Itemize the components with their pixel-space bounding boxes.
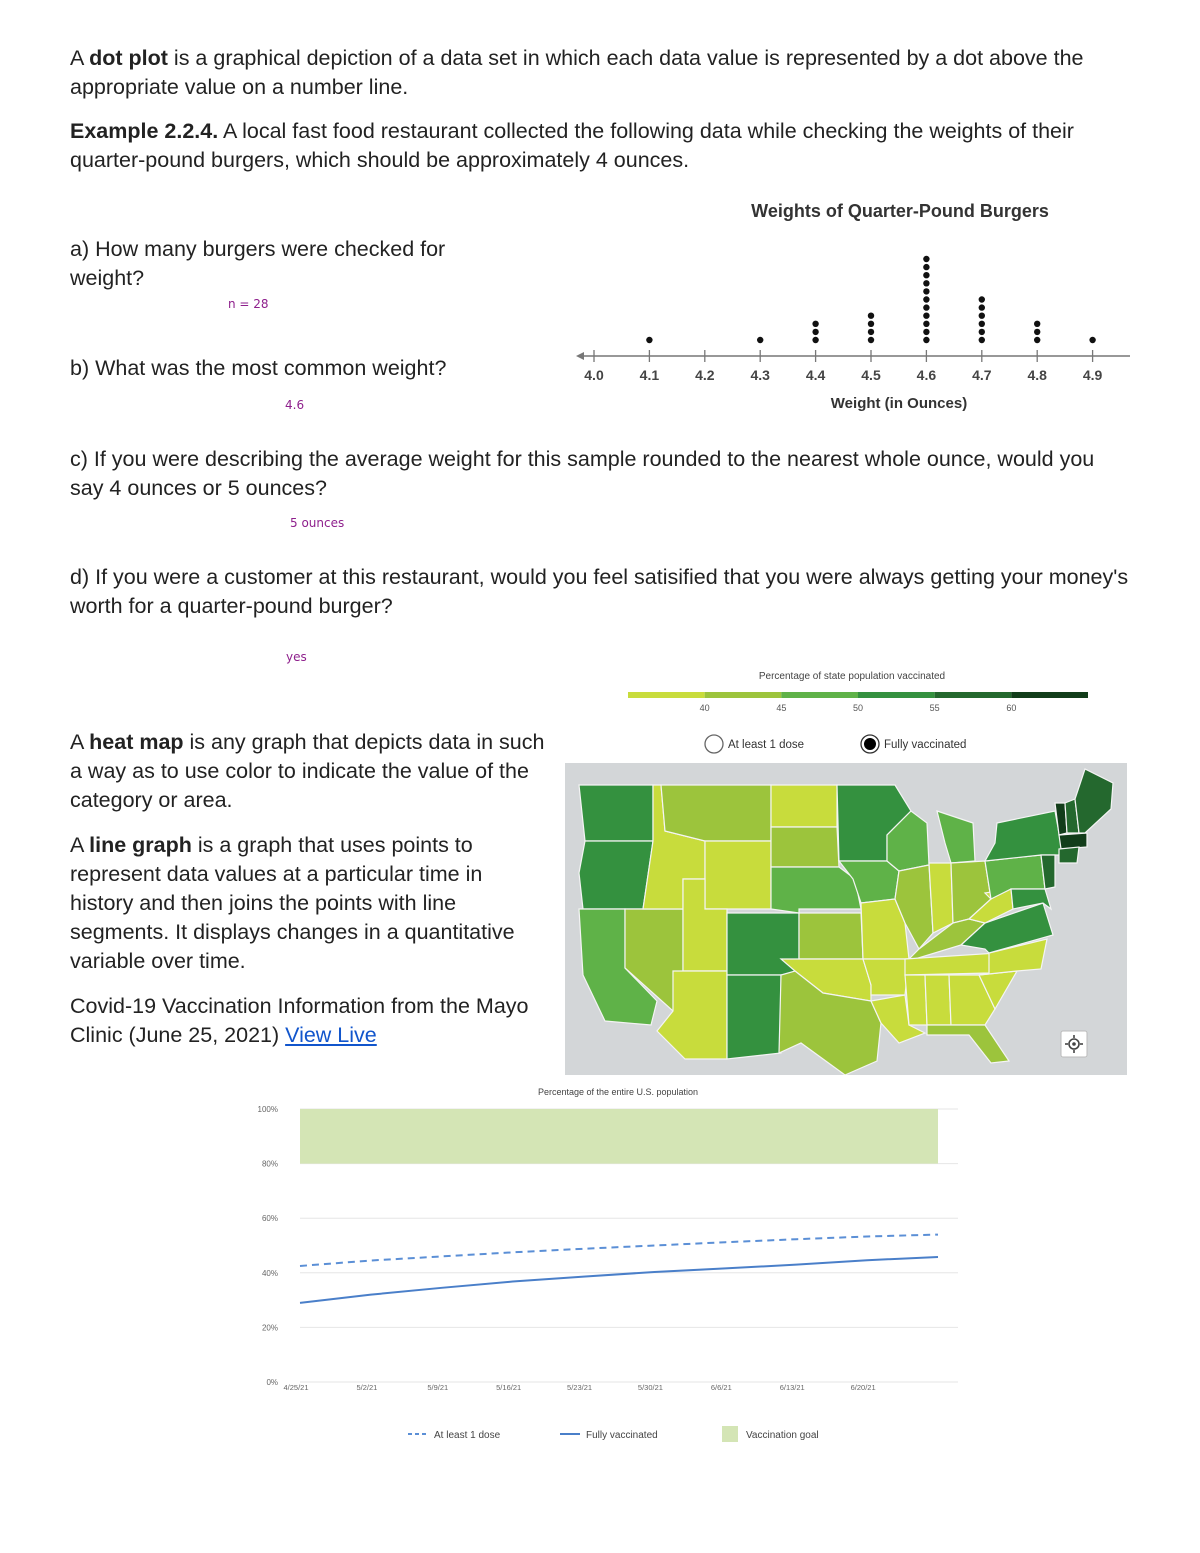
data-dot: [868, 329, 874, 335]
legend-label-dose: At least 1 dose: [728, 739, 805, 751]
data-dot: [923, 264, 929, 270]
scale-swatch: [705, 692, 782, 698]
state-ma: [1059, 833, 1087, 849]
legend-dose: At least 1 dose: [434, 1430, 501, 1441]
state-nd: [771, 785, 837, 827]
scale-swatch: [781, 692, 858, 698]
heat-map-term: heat map: [89, 730, 184, 754]
example-paragraph: Example 2.2.4. A local fast food restaurant collected the following data while checking the weights of their quarter-pound burgers, which should be approximately 4 ounces.: [70, 119, 1074, 172]
scale-swatch: [1011, 692, 1088, 698]
data-dot: [923, 321, 929, 327]
legend-option-fully-vaccinated[interactable]: [861, 735, 966, 753]
data-dot: [923, 296, 929, 302]
tick-label: 4.8: [1027, 367, 1047, 383]
data-dot: [923, 280, 929, 286]
vaccination-goal-band: [300, 1109, 938, 1164]
data-dot: [923, 329, 929, 335]
x-tick-label: 5/30/21: [637, 1383, 663, 1392]
legend-label-full: Fully vaccinated: [884, 739, 967, 751]
y-tick-label: 0%: [266, 1378, 278, 1387]
x-tick-label: 6/13/21: [779, 1383, 805, 1392]
heatmap-legend: [615, 665, 1095, 755]
y-tick-label: 40%: [261, 1268, 278, 1278]
x-tick-label: 5/16/21: [496, 1383, 522, 1392]
legend-option-at-least-one-dose[interactable]: [705, 735, 804, 753]
tick-label: 4.1: [639, 367, 660, 383]
state-ms: [905, 975, 927, 1025]
tick-label: 4.7: [972, 367, 992, 383]
tick-label: 4.5: [861, 367, 881, 383]
tick-label: 4.0: [584, 367, 604, 383]
data-dot: [979, 296, 985, 302]
scale-swatch: [858, 692, 935, 698]
state-sd: [771, 827, 839, 867]
data-dot: [868, 321, 874, 327]
tick-label: 4.9: [1082, 367, 1103, 383]
data-dot: [923, 313, 929, 319]
scale-tick-label: 50: [852, 703, 864, 713]
y-tick-label: 100%: [257, 1105, 278, 1114]
data-dot: [868, 337, 874, 343]
answer-a: n = 28: [228, 297, 269, 311]
state-mt: [661, 785, 771, 841]
scale-tick-label: 40: [699, 703, 710, 713]
data-dot: [1034, 329, 1040, 335]
data-dot: [979, 329, 985, 335]
y-tick-label: 20%: [261, 1323, 278, 1333]
data-dot: [923, 337, 929, 343]
dot-plot-title: Weights of Quarter-Pound Burgers: [751, 201, 1049, 221]
tick-label: 4.6: [916, 367, 937, 383]
x-tick-label: 5/9/21: [427, 1383, 449, 1392]
y-tick-label: 80%: [261, 1159, 278, 1169]
x-tick-label: 5/23/21: [567, 1383, 593, 1392]
data-dot: [979, 304, 985, 310]
line-chart-title: Percentage of the entire U.S. population: [537, 1087, 699, 1097]
x-tick-label: 6/6/21: [710, 1383, 732, 1392]
question-c: c) If you were describing the average weight for this sample rounded to the nearest whole ounce, would you say 4 ounces or 5 ounces?: [70, 447, 1095, 500]
vaccination-line-chart: [240, 1082, 970, 1462]
view-live-link[interactable]: View Live: [285, 1023, 377, 1047]
data-dot: [812, 337, 818, 343]
state-nm: [727, 975, 781, 1059]
radio-dot: [864, 738, 876, 750]
scale-tick-label: 55: [929, 703, 940, 713]
data-dot: [979, 313, 985, 319]
state-al: [925, 975, 951, 1025]
heatmap-title: Percentage of state population vaccinated: [758, 671, 946, 682]
line-graph-definition: A line graph is a graph that uses points to represent data values at a particular time in history and then joins the points with line segments. It displays changes in a quantitative variable over time.: [70, 833, 515, 973]
series-line-fully-vaccinated: [300, 1257, 938, 1303]
data-dot: [923, 288, 929, 294]
legend-full: Fully vaccinated: [586, 1430, 658, 1441]
question-d: d) If you were a customer at this restaurant, would you feel satisified that you were always getting your money's worth for a quarter-pound burger?: [70, 565, 1129, 618]
state-wa: [579, 785, 653, 841]
line-graph-term: line graph: [89, 833, 192, 857]
state-ct: [1059, 847, 1079, 863]
state-or: [579, 841, 653, 909]
state-ks: [799, 913, 863, 959]
data-dot: [923, 272, 929, 278]
radio-unselected-icon[interactable]: [705, 735, 723, 753]
data-dot: [646, 337, 652, 343]
data-dot: [757, 337, 763, 343]
map-locate-button[interactable]: [1061, 1031, 1087, 1057]
data-dot: [1034, 337, 1040, 343]
scale-swatch: [628, 692, 705, 698]
number-line-arrow-icon: [576, 352, 584, 360]
answer-b: 4.6: [285, 398, 305, 412]
state-ne: [771, 867, 861, 913]
data-dot: [979, 337, 985, 343]
legend-swatch-goal: [722, 1426, 738, 1442]
state-wy: [705, 841, 771, 909]
data-dot: [979, 321, 985, 327]
data-dot: [812, 329, 818, 335]
covid-source-text: Covid-19 Vaccination Information from the Mayo Clinic (June 25, 2021) View Live: [70, 994, 529, 1047]
x-tick-label: 4/25/21: [283, 1383, 309, 1392]
x-tick-label: 6/20/21: [850, 1383, 876, 1392]
legend-goal: Vaccination goal: [746, 1430, 819, 1441]
x-tick-label: 5/2/21: [356, 1383, 378, 1392]
data-dot: [923, 256, 929, 262]
data-dot: [1089, 337, 1095, 343]
tick-label: 4.2: [695, 367, 715, 383]
tick-label: 4.4: [805, 367, 826, 383]
line-chart-legend: [408, 1426, 819, 1442]
answer-d: yes: [286, 650, 307, 664]
data-dot: [868, 313, 874, 319]
answer-c: 5 ounces: [290, 516, 345, 530]
dot-plot-xlabel: Weight (in Ounces): [830, 395, 968, 412]
question-b: b) What was the most common weight?: [70, 356, 447, 380]
dot-plot-term: dot plot: [89, 46, 168, 70]
example-label: Example 2.2.4.: [70, 119, 219, 143]
data-dot: [923, 304, 929, 310]
question-a: a) How many burgers were checked for weight?: [70, 237, 446, 290]
heat-map-definition: A heat map is any graph that depicts data in such a way as to use color to indicate the value of the category or area.: [70, 730, 545, 812]
scale-tick-label: 60: [1006, 703, 1017, 713]
tick-label: 4.3: [750, 367, 770, 383]
dot-plot-definition: A dot plot is a graphical depiction of a data set in which each data value is represented by a dot above the appropriate value on a number line.: [70, 46, 1084, 99]
data-dot: [1034, 321, 1040, 327]
dot-plot-chart: [560, 190, 1140, 420]
scale-swatch: [935, 692, 1012, 698]
y-tick-label: 60%: [261, 1214, 278, 1224]
state-in: [929, 863, 953, 933]
scale-tick-label: 45: [776, 703, 787, 713]
us-heatmap[interactable]: [565, 763, 1127, 1075]
data-dot: [812, 321, 818, 327]
